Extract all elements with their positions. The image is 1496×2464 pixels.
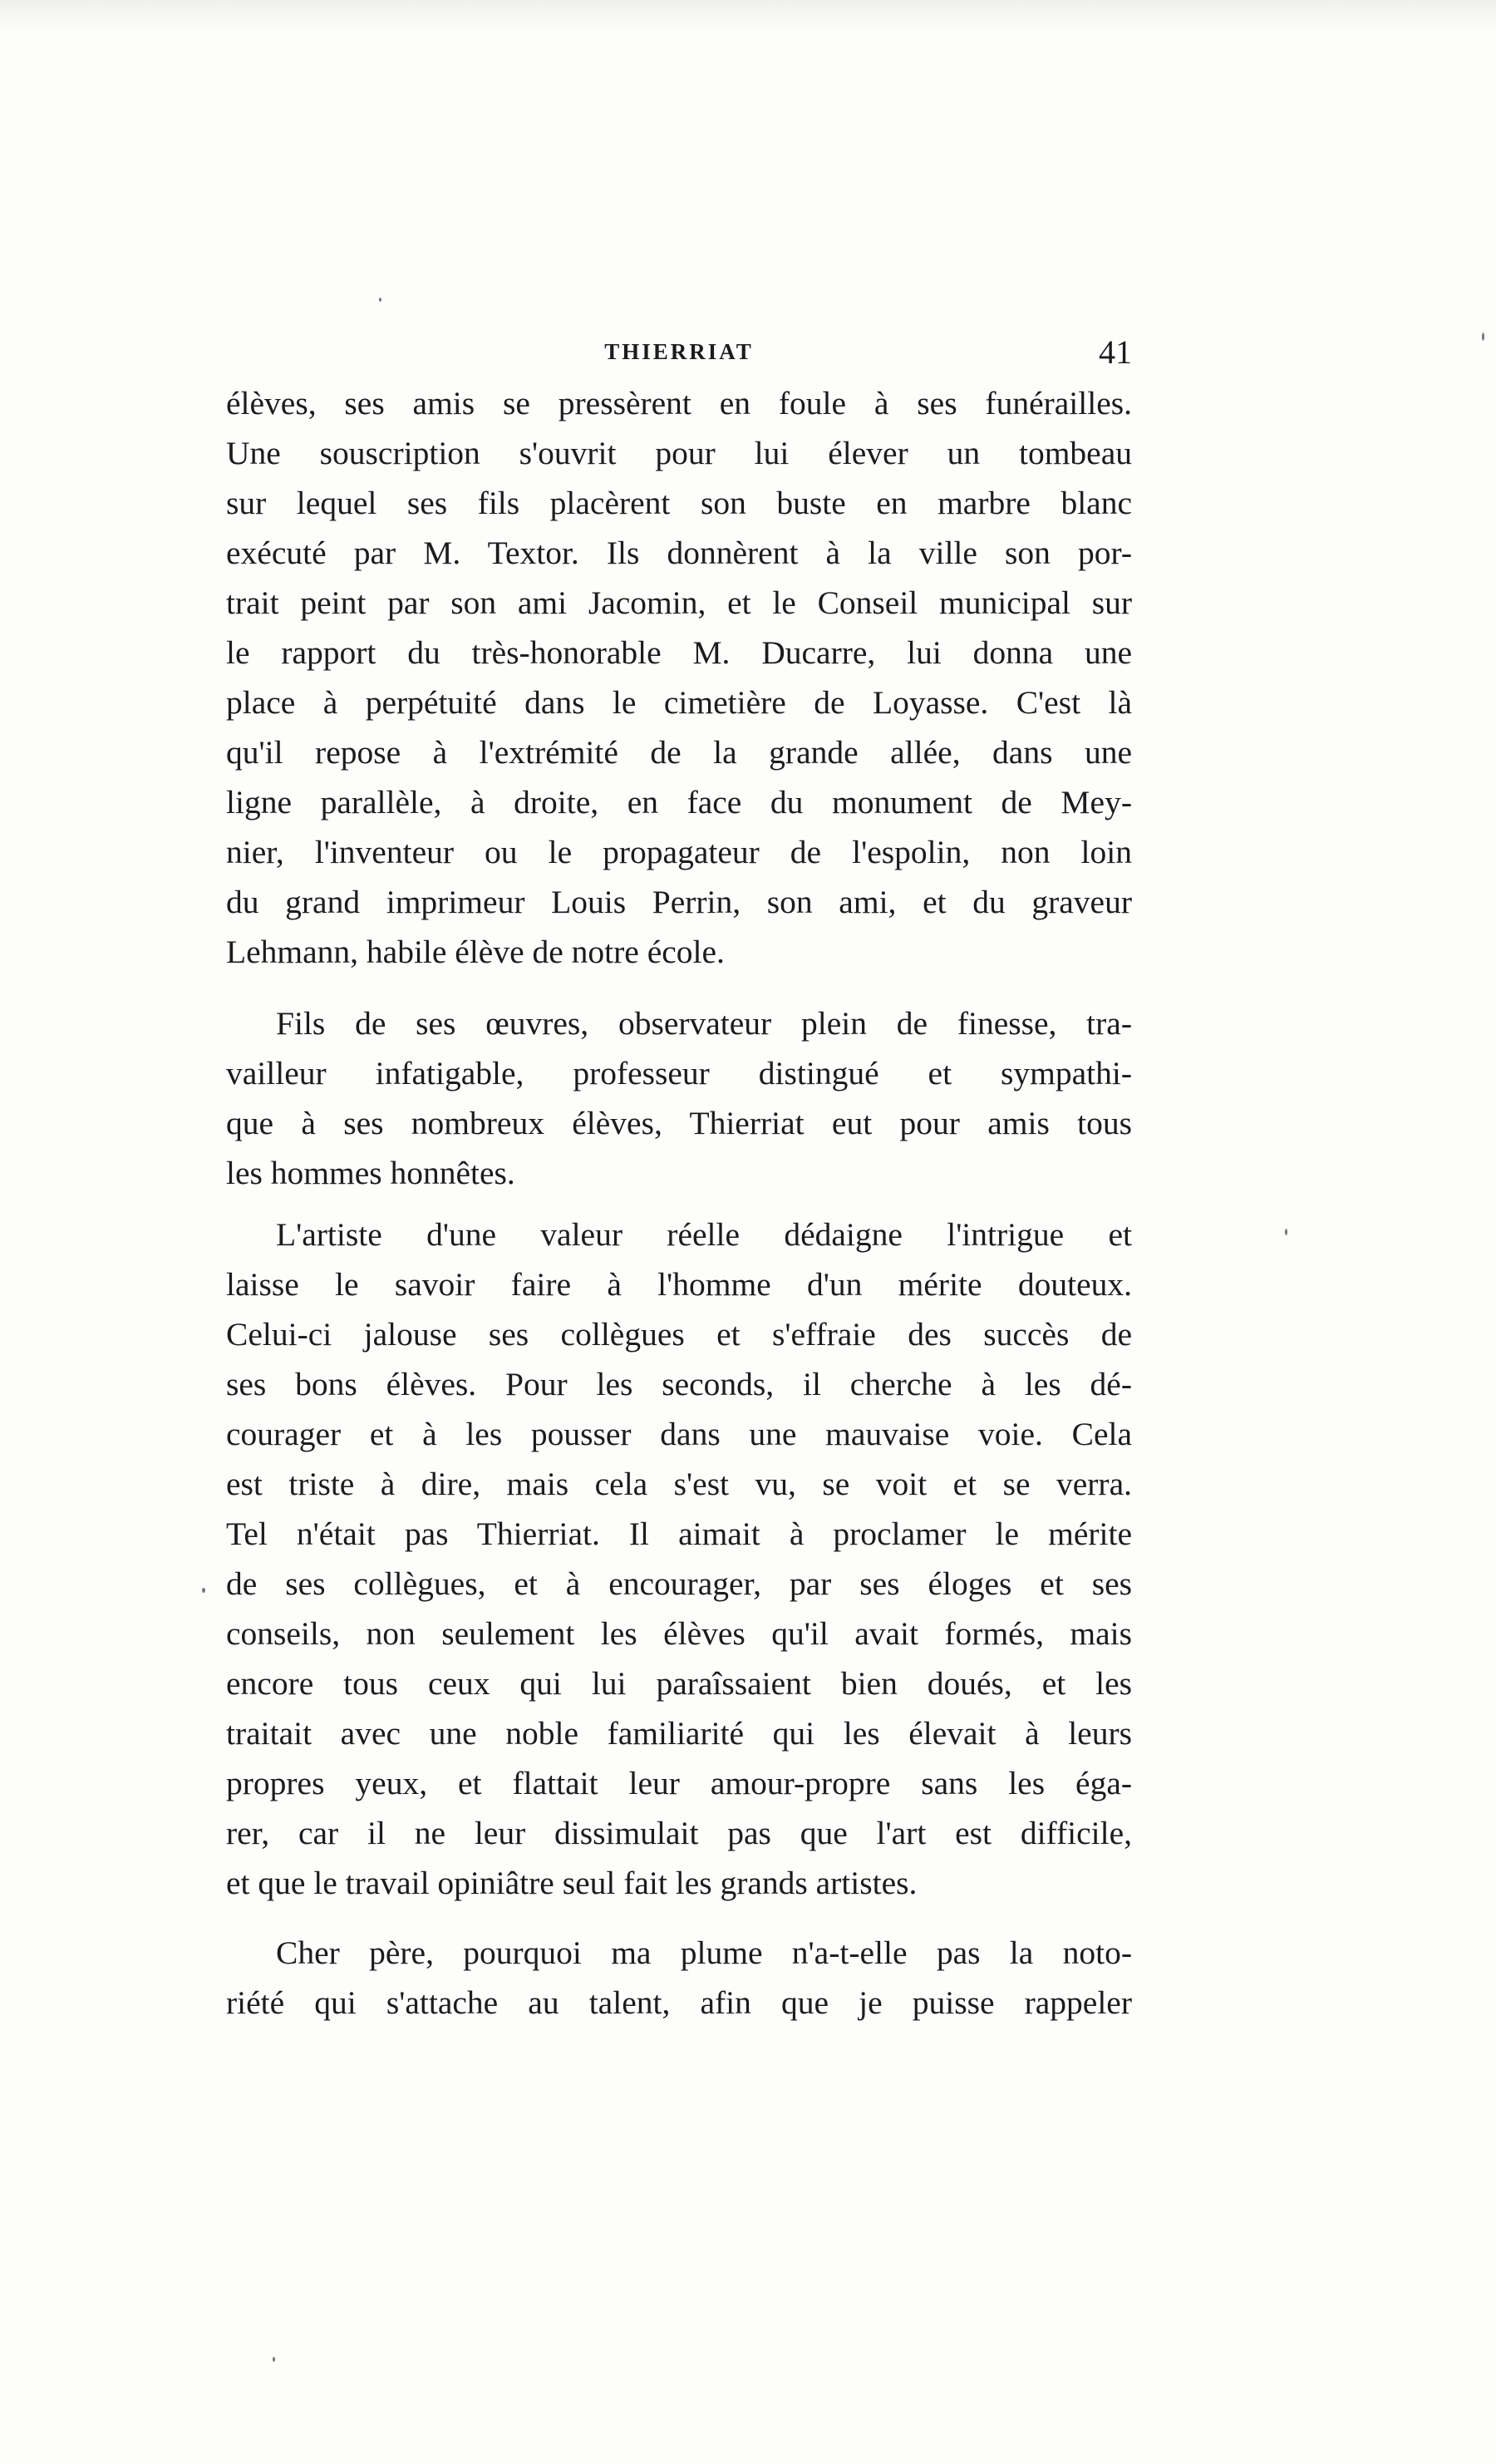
page-number: 41 bbox=[1099, 333, 1132, 371]
text-line: riété qui s'attache au talent, afin que je puisse rappeler bbox=[226, 1984, 1132, 2021]
text-line: Celui-ci jalouse ses collègues et s'effraie des succès de bbox=[226, 1316, 1132, 1353]
text-line: Cher père, pourquoi ma plume n'a-t-elle pas la noto- bbox=[276, 1934, 1132, 1971]
scan-speck bbox=[202, 1588, 205, 1593]
text-line: et que le travail opiniâtre seul fait les grands artistes. bbox=[226, 1865, 918, 1901]
text-line: conseils, non seulement les élèves qu'il avait formés, mais bbox=[226, 1615, 1132, 1652]
text-line: les hommes honnêtes. bbox=[226, 1155, 515, 1191]
text-line: traitait avec une noble familiarité qui les élevait à leurs bbox=[226, 1715, 1132, 1752]
paragraph-3 bbox=[226, 1210, 1132, 1908]
text-line: Lehmann, habile élève de notre école. bbox=[226, 934, 725, 970]
text-line: laisse le savoir faire à l'homme d'un mérite douteux. bbox=[226, 1266, 1132, 1303]
text-line: que à ses nombreux élèves, Thierriat eut pour amis tous bbox=[226, 1105, 1132, 1141]
body-text bbox=[226, 378, 1132, 2028]
paragraph-1 bbox=[226, 378, 1132, 977]
text-line: le rapport du très-honorable M. Ducarre, lui donna une bbox=[226, 634, 1132, 671]
text-line: sur lequel ses fils placèrent son buste en marbre blanc bbox=[226, 485, 1132, 521]
text-line: élèves, ses amis se pressèrent en foule à ses funérailles. bbox=[226, 385, 1132, 421]
text-line: exécuté par M. Textor. Ils donnèrent à la ville son por- bbox=[226, 535, 1132, 571]
text-line: rer, car il ne leur dissimulait pas que l'art est difficile, bbox=[226, 1815, 1132, 1851]
paragraph-4 bbox=[226, 1928, 1132, 2028]
text-line: de ses collègues, et à encourager, par ses éloges et ses bbox=[226, 1565, 1132, 1602]
scan-speck bbox=[1482, 333, 1484, 341]
text-line: Une souscription s'ouvrit pour lui élever un tombeau bbox=[226, 435, 1132, 471]
running-head bbox=[226, 334, 1132, 374]
text-line: nier, l'inventeur ou le propagateur de l'espolin, non loin bbox=[226, 834, 1132, 870]
text-line: est triste à dire, mais cela s'est vu, se voit et se verra. bbox=[226, 1466, 1132, 1502]
scan-edge-noise bbox=[0, 0, 1496, 33]
text-line: du grand imprimeur Louis Perrin, son ami, et du graveur bbox=[226, 884, 1132, 920]
text-line: ses bons élèves. Pour les seconds, il cherche à les dé- bbox=[226, 1366, 1132, 1402]
text-line: place à perpétuité dans le cimetière de Loyasse. C'est là bbox=[226, 684, 1132, 721]
text-line: courager et à les pousser dans une mauvaise voie. Cela bbox=[226, 1416, 1132, 1452]
paragraph-2 bbox=[226, 998, 1132, 1198]
text-line: Tel n'était pas Thierriat. Il aimait à proclamer le mérite bbox=[226, 1515, 1132, 1552]
running-title: THIERRIAT bbox=[604, 339, 754, 364]
text-line: vailleur infatigable, professeur distingué et sympathi- bbox=[226, 1055, 1132, 1092]
text-line: Fils de ses œuvres, observateur plein de finesse, tra- bbox=[276, 1005, 1132, 1042]
text-line: ligne parallèle, à droite, en face du monument de Mey- bbox=[226, 784, 1132, 821]
scan-speck bbox=[1285, 1229, 1287, 1235]
text-line: qu'il repose à l'extrémité de la grande allée, dans une bbox=[226, 734, 1132, 771]
scan-speck bbox=[273, 2357, 275, 2362]
scan-speck bbox=[379, 298, 381, 302]
text-line: encore tous ceux qui lui paraîssaient bien doués, et les bbox=[226, 1665, 1132, 1702]
text-line: trait peint par son ami Jacomin, et le Conseil municipal sur bbox=[226, 584, 1132, 621]
text-line: propres yeux, et flattait leur amour-propre sans les éga- bbox=[226, 1765, 1132, 1801]
text-line: L'artiste d'une valeur réelle dédaigne l'intrigue et bbox=[276, 1216, 1132, 1253]
